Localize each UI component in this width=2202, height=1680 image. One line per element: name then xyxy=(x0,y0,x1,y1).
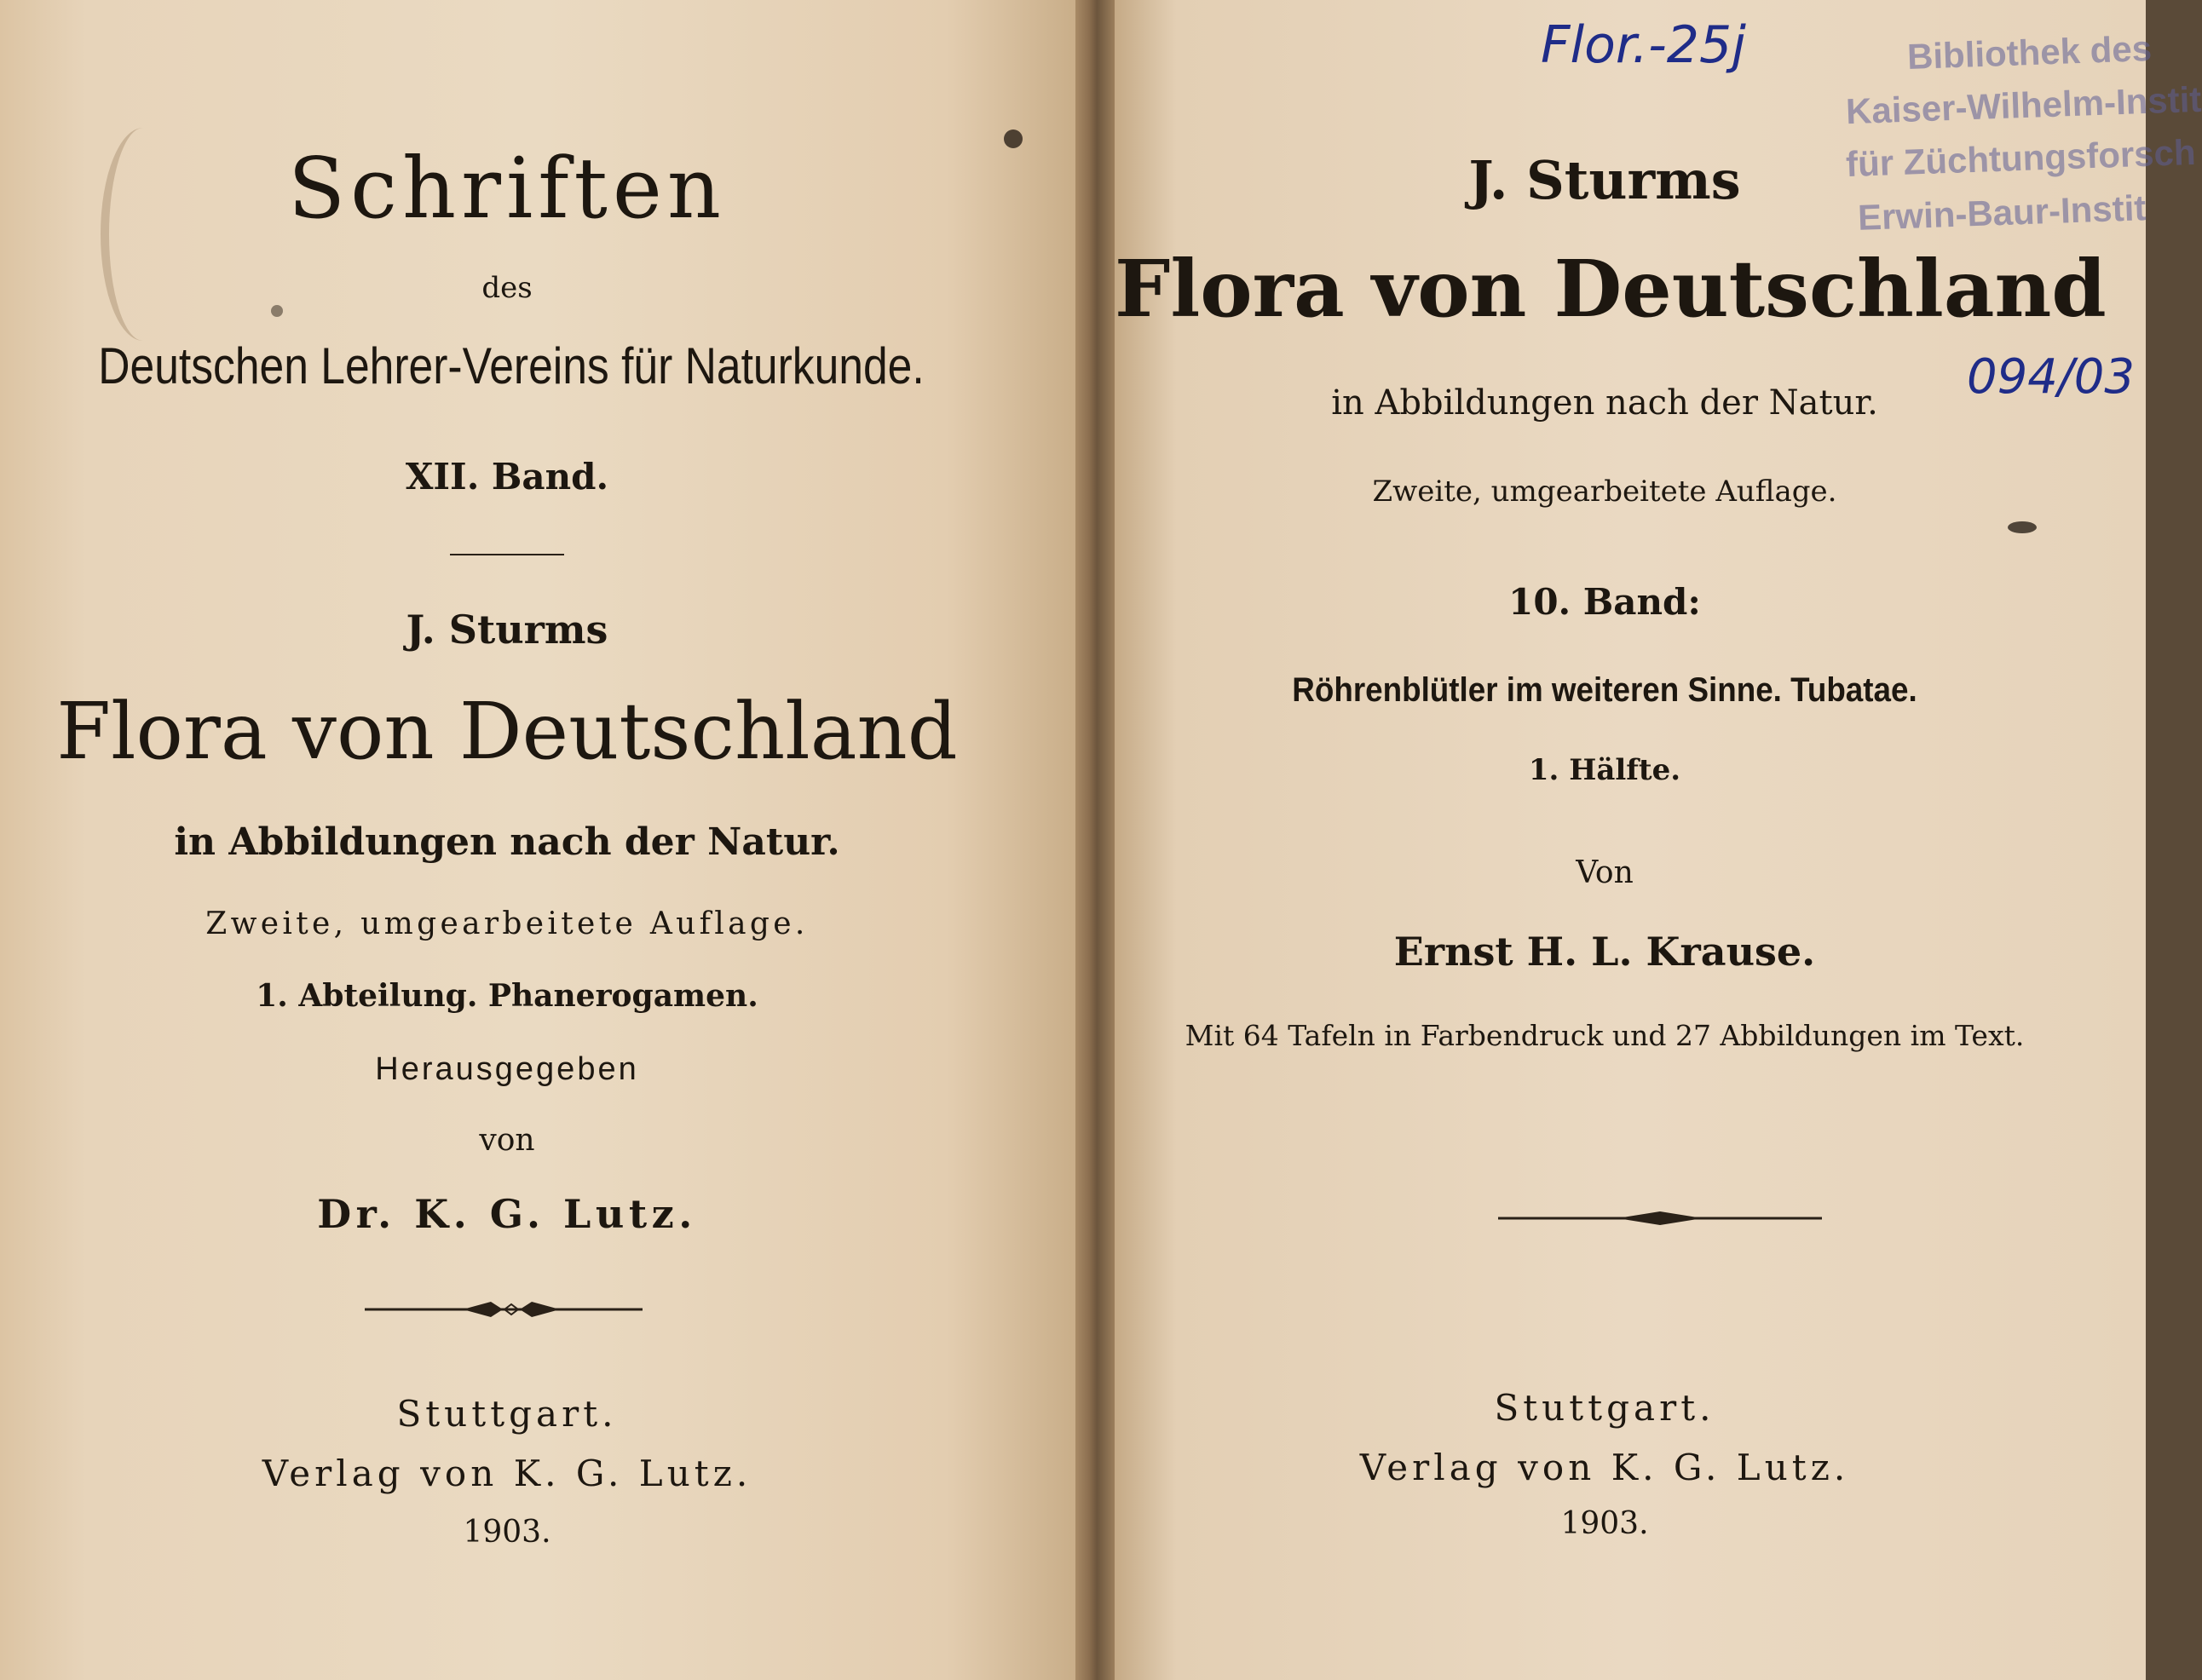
volume-title: Röhrenblütler im weiteren Sinne. Tubatae. xyxy=(1292,671,1917,709)
edition: Zweite, umgearbeitete Auflage. xyxy=(1372,475,1837,509)
series-title: Schriften xyxy=(287,141,727,238)
handwritten-shelfmark: Flor.-25j xyxy=(1541,15,1746,75)
library-stamp-line: Bibliothek des xyxy=(1906,28,2153,77)
part: 1. Hälfte. xyxy=(1528,753,1681,787)
author-name: Ernst H. L. Krause. xyxy=(1393,929,1816,975)
series-volume: XII. Band. xyxy=(405,456,609,498)
library-stamp-line: Erwin-Baur-Instit xyxy=(1857,187,2147,238)
right-page xyxy=(1115,0,2202,1680)
division: 1. Abteilung. Phanerogamen. xyxy=(256,978,758,1014)
ornament-divider xyxy=(1498,1205,1822,1231)
edition: Zweite, umgearbeitete Auflage. xyxy=(205,906,809,941)
book-title: Flora von Deutschland xyxy=(1115,243,2107,335)
author-line: J. Sturms xyxy=(406,607,608,653)
city: Stuttgart. xyxy=(396,1393,618,1435)
ink-spot xyxy=(2008,521,2037,533)
book-title: Flora von Deutschland xyxy=(56,686,958,777)
year: 1903. xyxy=(1560,1506,1649,1541)
ink-spot xyxy=(271,305,283,317)
author-line: J. Sturms xyxy=(1468,149,1741,211)
year: 1903. xyxy=(463,1515,551,1550)
editor-intro: Herausgegeben xyxy=(375,1051,639,1087)
editor-name: Dr. K. G. Lutz. xyxy=(317,1191,697,1237)
von: Von xyxy=(1576,855,1634,890)
illustrations: Mit 64 Tafeln in Farbendruck und 27 Abbildungen im Text. xyxy=(1185,1019,2025,1052)
city: Stuttgart. xyxy=(1494,1387,1715,1429)
left-page xyxy=(0,0,1075,1680)
divider-line xyxy=(450,554,564,555)
book-gutter xyxy=(1075,0,1115,1680)
series-society: Deutschen Lehrer-Vereins für Naturkunde. xyxy=(98,337,925,394)
handwritten-number: 094/03 xyxy=(1967,349,2136,405)
subtitle: in Abbildungen nach der Natur. xyxy=(1331,383,1878,423)
library-stamp-line: für Züchtungsforsch xyxy=(1845,131,2197,185)
series-des: des xyxy=(481,271,533,305)
publisher: Verlag von K. G. Lutz. xyxy=(262,1453,752,1494)
publisher: Verlag von K. G. Lutz. xyxy=(1359,1447,1850,1488)
volume: 10. Band: xyxy=(1508,581,1701,623)
subtitle: in Abbildungen nach der Natur. xyxy=(174,820,840,864)
ornament-divider xyxy=(365,1297,643,1322)
editor-von: von xyxy=(479,1123,535,1158)
library-stamp-line: Kaiser-Wilhelm-Instit xyxy=(1845,78,2202,132)
